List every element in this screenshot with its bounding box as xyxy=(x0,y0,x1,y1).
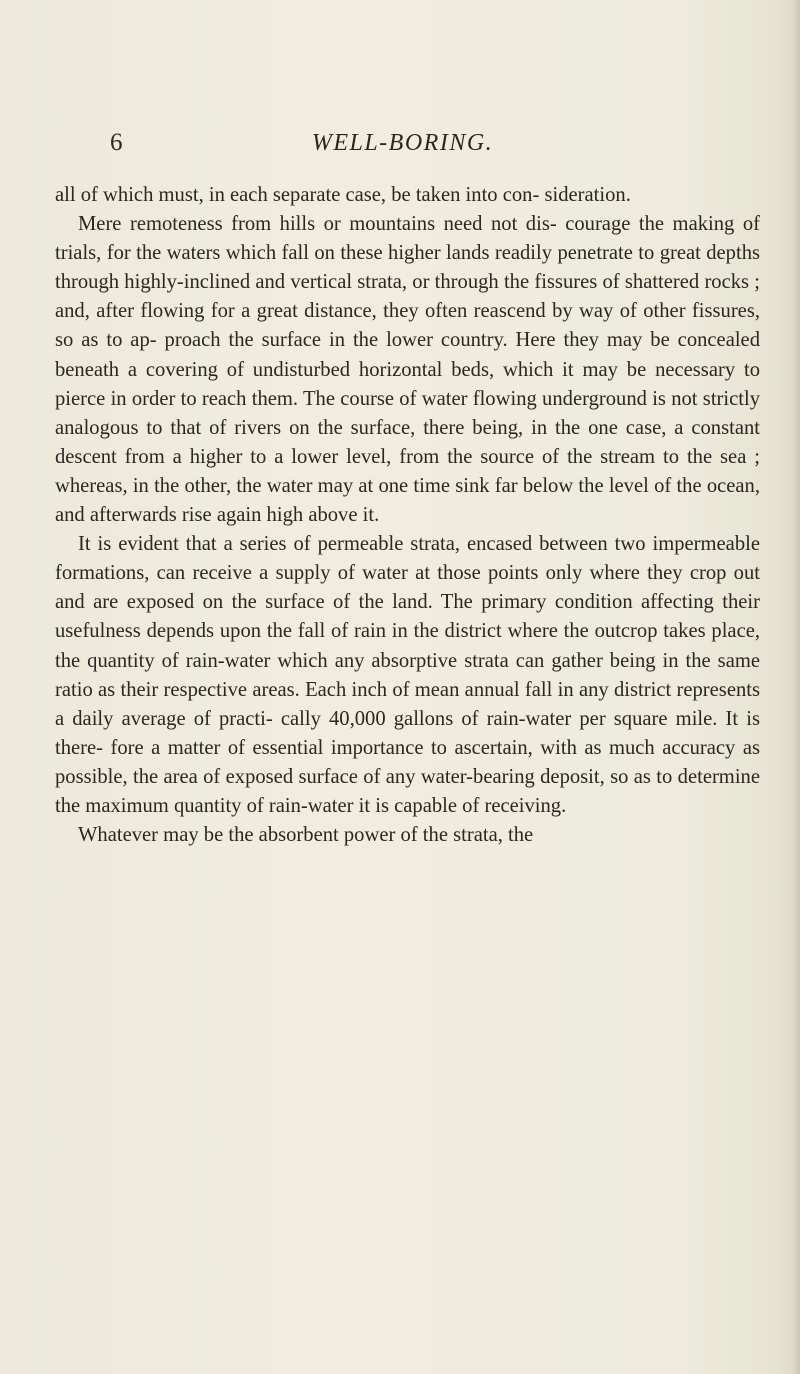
body-text xyxy=(55,181,760,850)
paragraph-absorbent-power: Whatever may be the absorbent power of the strata, the xyxy=(78,824,534,847)
running-head: WELL-BORING. xyxy=(311,130,494,156)
paragraph-permeable-strata: It is evident that a series of permeable strata, encased between two impermeable formations, can receive a supply of water at those points only where they crop out and are exposed on the surface of the land. The primary condition affecting their usefulness depends upon the fall of rain in the district where the outcrop takes place, the quantity of rain-water which any absorptive strata can gather being in the same ratio as their respective areas. Each inch of mean annual fall in any district represents a daily average of practi- cally 40,000 gallons of rain-water per square mile. It is there- fore a matter of essential importance to ascertain, with as much accuracy as possible, the area of exposed surface of any water-bearing deposit, so as to determine the maximum quantity of rain-water it is capable of receiving. xyxy=(55,533,760,817)
page-header xyxy=(110,127,695,163)
paragraph-remoteness: Mere remoteness from hills or mountains need not dis- courage the making of trials, for the waters which fall on these higher lands readily penetrate to great depths through highly-inclined and vertical strata, or through the fissures of shattered rocks ; and, after flowing for a great distance, they often reascend by way of other fissures, so as to ap- proach the surface in the lower country. Here they may be concealed beneath a covering of undisturbed horizontal beds, which it may be necessary to pierce in order to reach them. The course of water flowing underground is not strictly analogous to that of rivers on the surface, there being, in the one case, a constant descent from a higher to a lower level, from the source of the stream to the sea ; whereas, in the other, the water may at one time sink far below the level of the ocean, and afterwards rise again high above it. xyxy=(55,213,760,527)
page-edge-shadow xyxy=(792,0,800,1374)
page-number: 6 xyxy=(110,129,123,156)
paragraph-continuation: all of which must, in each separate case, be taken into con- sideration. xyxy=(55,184,631,206)
